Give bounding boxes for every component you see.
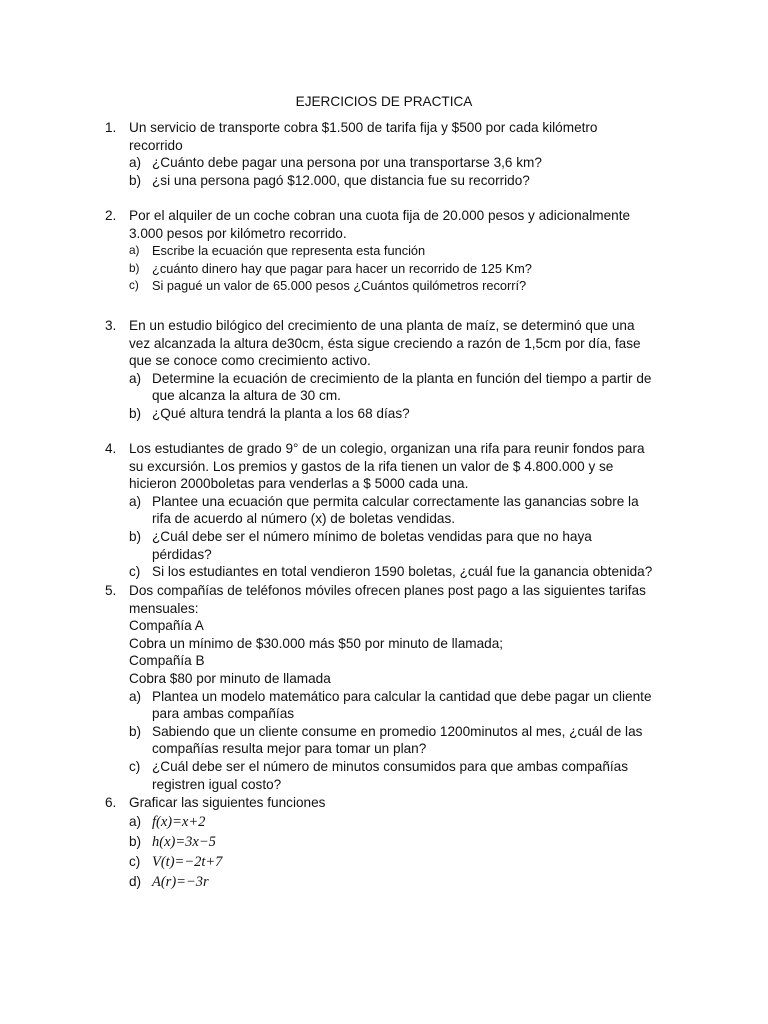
item-label: a) — [129, 370, 142, 386]
item-text-line: ¿cuánto dinero hay que pagar para hacer un recorrido de 125 Km? — [152, 260, 532, 276]
exercise-item — [129, 277, 665, 295]
exercise-item — [129, 528, 665, 563]
exercise-text-line: En un estudio bilógico del crecimiento de una planta de maíz, se determinó que una — [129, 318, 635, 333]
exercise-2 — [105, 207, 665, 295]
exercise-item — [129, 812, 665, 832]
item-label: b) — [129, 528, 142, 544]
exercise-4 — [105, 440, 665, 581]
exercise-text-line: hicieron 2000boletas para venderlas a $ 5000 cada una. — [129, 476, 469, 492]
exercise-1 — [105, 119, 665, 189]
item-text-line: ¿Cuál debe ser el número de minutos consumidos para que ambas compañías — [152, 758, 629, 774]
item-text-line: Plantee una ecuación que permita calcular correctamente las ganancias sobre la — [152, 493, 639, 509]
item-text-line: compañías resulta mejor para tomar un plan? — [152, 741, 427, 757]
exercise-item — [129, 405, 665, 423]
exercise-text-line: Dos compañías de teléfonos móviles ofrecen planes post pago a las siguientes tarifas — [129, 583, 646, 598]
exercise-item — [129, 832, 665, 852]
item-label: b) — [129, 723, 142, 739]
item-label: d) — [129, 873, 142, 889]
exercise-text-line: mensuales: — [129, 600, 199, 616]
exercise-item — [129, 370, 665, 405]
exercise-number: 5. — [105, 583, 117, 598]
item-text-line: para ambas compañías — [152, 706, 295, 722]
exercise-text-line: Graficar las siguientes funciones — [129, 795, 326, 810]
item-label: a) — [129, 493, 142, 509]
item-text-line: ¿Qué altura tendrá la planta a los 68 días? — [152, 405, 410, 421]
item-label: c) — [129, 278, 139, 293]
item-label: a) — [129, 243, 140, 258]
exercise-text-line: Cobra $80 por minuto de llamada — [129, 670, 331, 686]
item-text-line: registren igual costo? — [152, 776, 282, 792]
exercise-item — [129, 758, 665, 793]
exercise-number: 1. — [105, 120, 117, 135]
item-text-line: pérdidas? — [152, 546, 212, 562]
formula: A(r)=−3r — [152, 873, 209, 890]
item-label: c) — [129, 758, 141, 774]
exercise-item — [129, 872, 665, 892]
item-text-line: ¿Cuánto debe pagar una persona por una transportarse 3,6 km? — [152, 155, 542, 171]
item-label: b) — [129, 833, 142, 849]
item-label: a) — [129, 813, 142, 829]
item-text-line: ¿Cuál debe ser el número mínimo de boletas vendidas para que no haya — [152, 528, 592, 544]
exercise-text-line: su excursión. Los premios y gastos de la rifa tienen un valor de $ 4.800.000 y se — [129, 458, 614, 474]
exercise-5 — [105, 582, 665, 793]
company-a-heading: Compañía A — [129, 618, 204, 634]
item-label: a) — [129, 155, 142, 171]
exercise-text-line: que se conoce como crecimiento activo. — [129, 353, 371, 369]
exercise-text-line: recorrido — [129, 137, 183, 153]
exercise-item — [129, 688, 665, 723]
formula: f(x)=x+2 — [152, 813, 206, 830]
item-text-line: que alcanza la altura de 30 cm. — [152, 388, 341, 404]
document-title: EJERCICIOS DE PRACTICA — [295, 94, 473, 109]
exercise-item — [129, 852, 665, 872]
exercise-item — [129, 172, 665, 190]
item-label: a) — [129, 688, 142, 704]
item-text-line: rifa de acuerdo al número (x) de boletas vendidas. — [152, 511, 456, 527]
item-text-line: Si los estudiantes en total vendieron 1590 boletas, ¿cuál fue la ganancia obtenida? — [152, 564, 653, 580]
item-text-line: ¿si una persona pagó $12.000, que distancia fue su recorrido? — [152, 172, 530, 188]
item-label: b) — [129, 405, 142, 421]
item-text-line: Sabiendo que un cliente consume en promedio 1200minutos al mes, ¿cuál de las — [152, 723, 643, 739]
exercise-text-line: Por el alquiler de un coche cobran una cuota fija de 20.000 pesos y adicionalmente — [129, 208, 631, 223]
item-text-line: Escribe la ecuación que representa esta función — [152, 243, 426, 259]
exercise-number: 6. — [105, 795, 117, 810]
exercise-item — [129, 154, 665, 172]
item-text-line: Determine la ecuación de crecimiento de la planta en función del tiempo a partir de — [152, 370, 652, 386]
exercise-number: 4. — [105, 441, 117, 456]
item-label: c) — [129, 564, 141, 580]
item-label: c) — [129, 853, 141, 869]
formula: V(t)=−2t+7 — [152, 853, 223, 870]
item-label: b) — [129, 260, 140, 275]
exercise-number: 3. — [105, 318, 117, 333]
item-text-line: Si pagué un valor de 65.000 pesos ¿Cuántos quilómetros recorrí? — [152, 278, 527, 294]
exercise-item — [129, 563, 665, 581]
exercise-text-line: Cobra un mínimo de $30.000 más $50 por minuto de llamada; — [129, 635, 504, 651]
item-label: b) — [129, 172, 142, 188]
exercise-item — [129, 260, 665, 278]
exercise-3 — [105, 317, 665, 423]
exercise-6 — [105, 794, 665, 892]
company-b-heading: Compañía B — [129, 653, 205, 669]
exercise-text-line: Los estudiantes de grado 9° de un colegio, organizan una rifa para reunir fondos para — [129, 441, 645, 456]
exercise-item — [129, 493, 665, 528]
exercise-item — [129, 723, 665, 758]
item-text-line: Plantea un modelo matemático para calcular la cantidad que debe pagar un cliente — [152, 688, 652, 704]
exercise-text-line: Un servicio de transporte cobra $1.500 de tarifa fija y $500 por cada kilómetro — [129, 120, 598, 135]
formula: h(x)=3x−5 — [152, 833, 216, 850]
exercise-text-line: 3.000 pesos por kilómetro recorrido. — [129, 225, 347, 241]
exercise-item — [129, 242, 665, 260]
exercise-text-line: vez alcanzada la altura de30cm, ésta sigue creciendo a razón de 1,5cm por día, fase — [129, 335, 641, 351]
exercise-number: 2. — [105, 208, 117, 223]
